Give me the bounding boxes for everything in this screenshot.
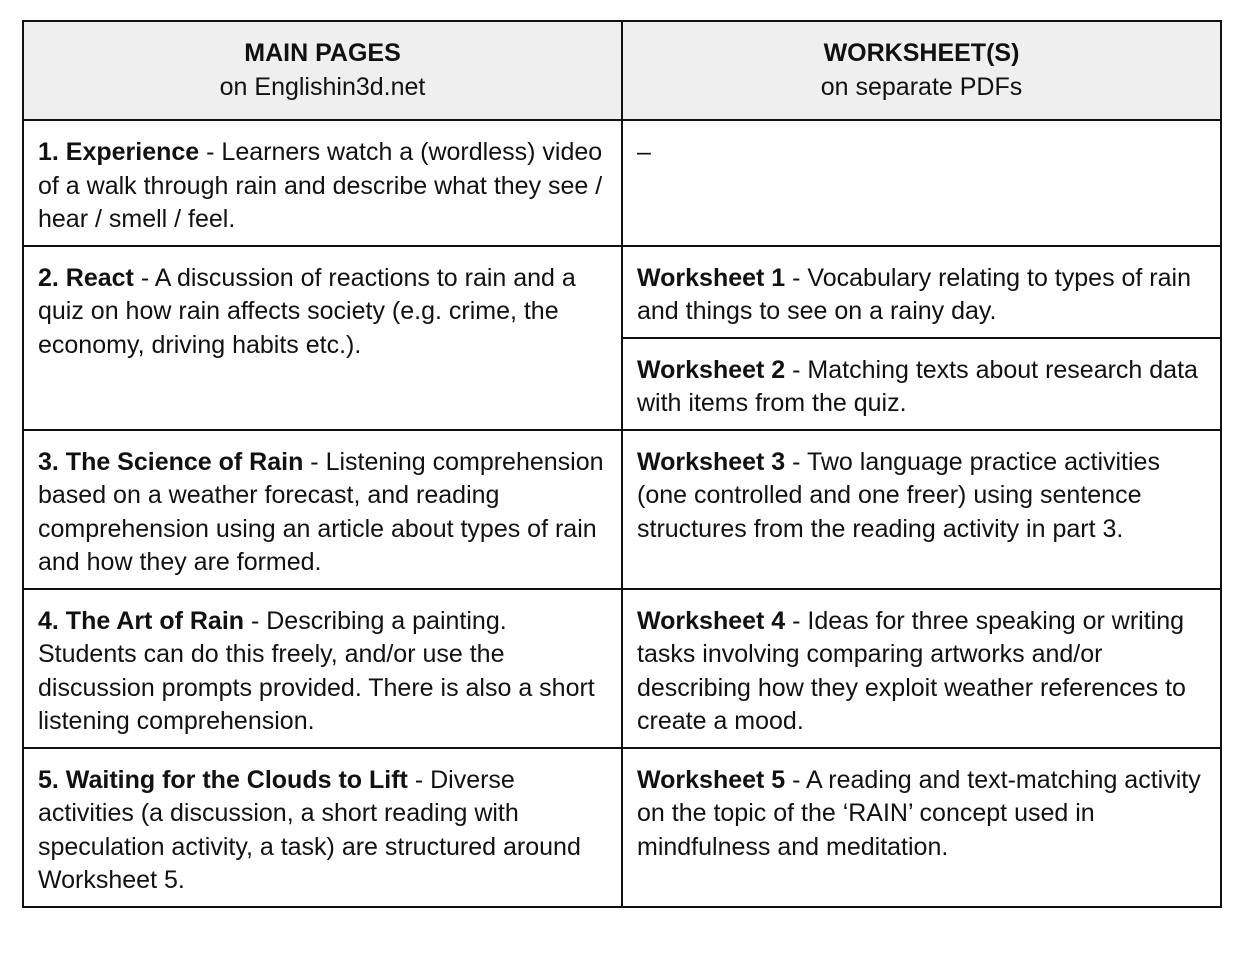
- main-page-description: - Describing a painting. Students can do this freely, and/or use the discussion prompts provided. There is also a short listening comprehension.: [38, 606, 595, 735]
- header-worksheets-title: WORKSHEET(S): [823, 39, 1020, 67]
- main-page-description: - Diverse activities (a discussion, a short reading with speculation activity, a task) are structured around Worksheet 5.: [38, 765, 581, 894]
- worksheet-title: Worksheet 2: [637, 355, 786, 384]
- table-row: [23, 246, 1221, 338]
- main-page-cell: [23, 246, 622, 430]
- header-worksheets-subtitle: on separate PDFs: [820, 72, 1023, 101]
- worksheet-description: - A reading and text-matching activity on the topic of the ‘RAIN’ concept used in mindfulness and meditation.: [637, 765, 1201, 861]
- worksheet-cell: [622, 748, 1221, 907]
- main-page-description: - Listening comprehension based on a weather forecast, and reading comprehension using an article about types of rain and how they are formed.: [38, 447, 604, 576]
- table-row: [23, 748, 1221, 907]
- header-main-pages-title: MAIN PAGES: [244, 39, 401, 67]
- header-worksheets: [622, 21, 1221, 120]
- main-page-title: 3. The Science of Rain: [38, 447, 304, 476]
- worksheet-cell: [622, 120, 1221, 246]
- main-page-cell: [23, 120, 622, 246]
- worksheet-description: - Vocabulary relating to types of rain and things to see on a rainy day.: [637, 263, 1191, 325]
- main-page-title: 1. Experience: [38, 138, 200, 166]
- worksheet-title: Worksheet 5: [637, 765, 786, 794]
- table-row: [23, 589, 1221, 748]
- worksheet-title: Worksheet 3: [637, 447, 786, 476]
- main-page-cell: [23, 748, 622, 907]
- worksheet-cell: [622, 246, 1221, 338]
- main-page-cell: [23, 589, 622, 748]
- worksheet-description: –: [637, 138, 651, 166]
- main-page-title: 2. React: [38, 263, 134, 292]
- header-main-pages: [23, 21, 622, 120]
- main-page-description: - Learners watch a (wordless) video of a walk through rain and describe what they see / hear / smell / feel.: [38, 138, 603, 233]
- worksheet-description: - Matching texts about research data with items from the quiz.: [637, 355, 1198, 417]
- main-page-description: - A discussion of reactions to rain and a quiz on how rain affects society (e.g. crime, the economy, driving habits etc.).: [38, 263, 576, 359]
- main-page-title: 4. The Art of Rain: [38, 606, 245, 635]
- table-header-row: [23, 21, 1221, 120]
- worksheet-title: Worksheet 1: [637, 263, 786, 292]
- table-row: [23, 120, 1221, 246]
- worksheet-cell: [622, 589, 1221, 748]
- worksheet-title: Worksheet 4: [637, 606, 786, 635]
- lesson-overview-table: [22, 20, 1222, 908]
- worksheet-description: - Two language practice activities (one controlled and one freer) using sentence structures from the reading activity in part 3.: [637, 447, 1160, 543]
- main-page-cell: [23, 430, 622, 589]
- worksheet-cell: [622, 430, 1221, 589]
- worksheet-cell: [622, 338, 1221, 430]
- worksheet-description: - Ideas for three speaking or writing tasks involving comparing artworks and/or describing how they exploit weather references to create a mood.: [637, 606, 1186, 735]
- main-page-title: 5. Waiting for the Clouds to Lift: [38, 765, 408, 794]
- header-main-pages-subtitle: on Englishin3d.net: [219, 72, 426, 101]
- table-row: [23, 430, 1221, 589]
